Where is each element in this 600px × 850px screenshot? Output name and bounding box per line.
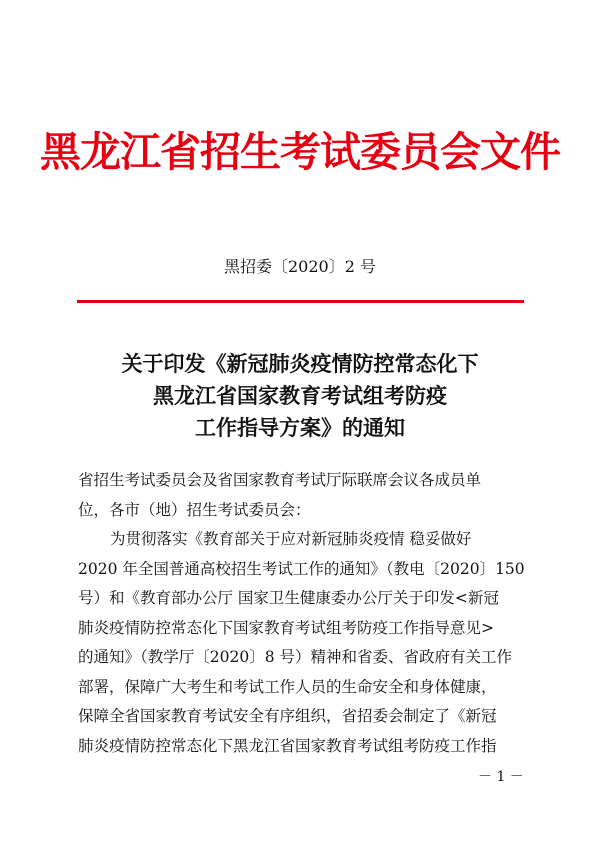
page-number: － 1 －: [478, 769, 524, 785]
body-line: 的通知》（教学厅〔2020〕8 号）精神和省委、省政府有关工作: [78, 648, 512, 666]
notice-title-line: 关于印发《新冠肺炎疫情防控常态化下: [121, 351, 479, 376]
body-line: 省招生考试委员会及省国家教育考试厅际联席会议各成员单: [78, 471, 482, 489]
notice-body: [78, 466, 524, 761]
body-line: 号）和《教育部办公厅 国家卫生健康委办公厅关于印发<新冠: [78, 589, 499, 607]
notice-title: [0, 348, 600, 444]
body-line: 位，各市（地）招生考试委员会：: [78, 500, 311, 519]
body-line: 肺炎疫情防控常态化下国家教育考试组考防疫工作指导意见>: [78, 618, 494, 637]
notice-title-line: 工作指导方案》的通知: [195, 415, 405, 440]
notice-title-line: 黑龙江省国家教育考试组考防疫: [153, 383, 447, 408]
body-line: 2020 年全国普通高校招生考试工作的通知》（教电〔2020〕150: [78, 559, 525, 578]
body-line: 部署，保障广大考生和考试工作人员的生命安全和身体健康，: [78, 677, 497, 696]
body-line: 为贯彻落实《教育部关于应对新冠肺炎疫情 稳妥做好: [110, 530, 472, 548]
red-divider-line: [77, 300, 524, 303]
body-line: 肺炎疫情防控常态化下黑龙江省国家教育考试组考防疫工作指: [78, 736, 497, 755]
document-header-title: 黑龙江省招生考试委员会文件: [40, 128, 560, 176]
body-line: 保障全省国家教育考试安全有序组织，省招委会制定了《新冠: [78, 707, 497, 725]
document-number: 黑招委〔2020〕2 号: [224, 257, 376, 276]
